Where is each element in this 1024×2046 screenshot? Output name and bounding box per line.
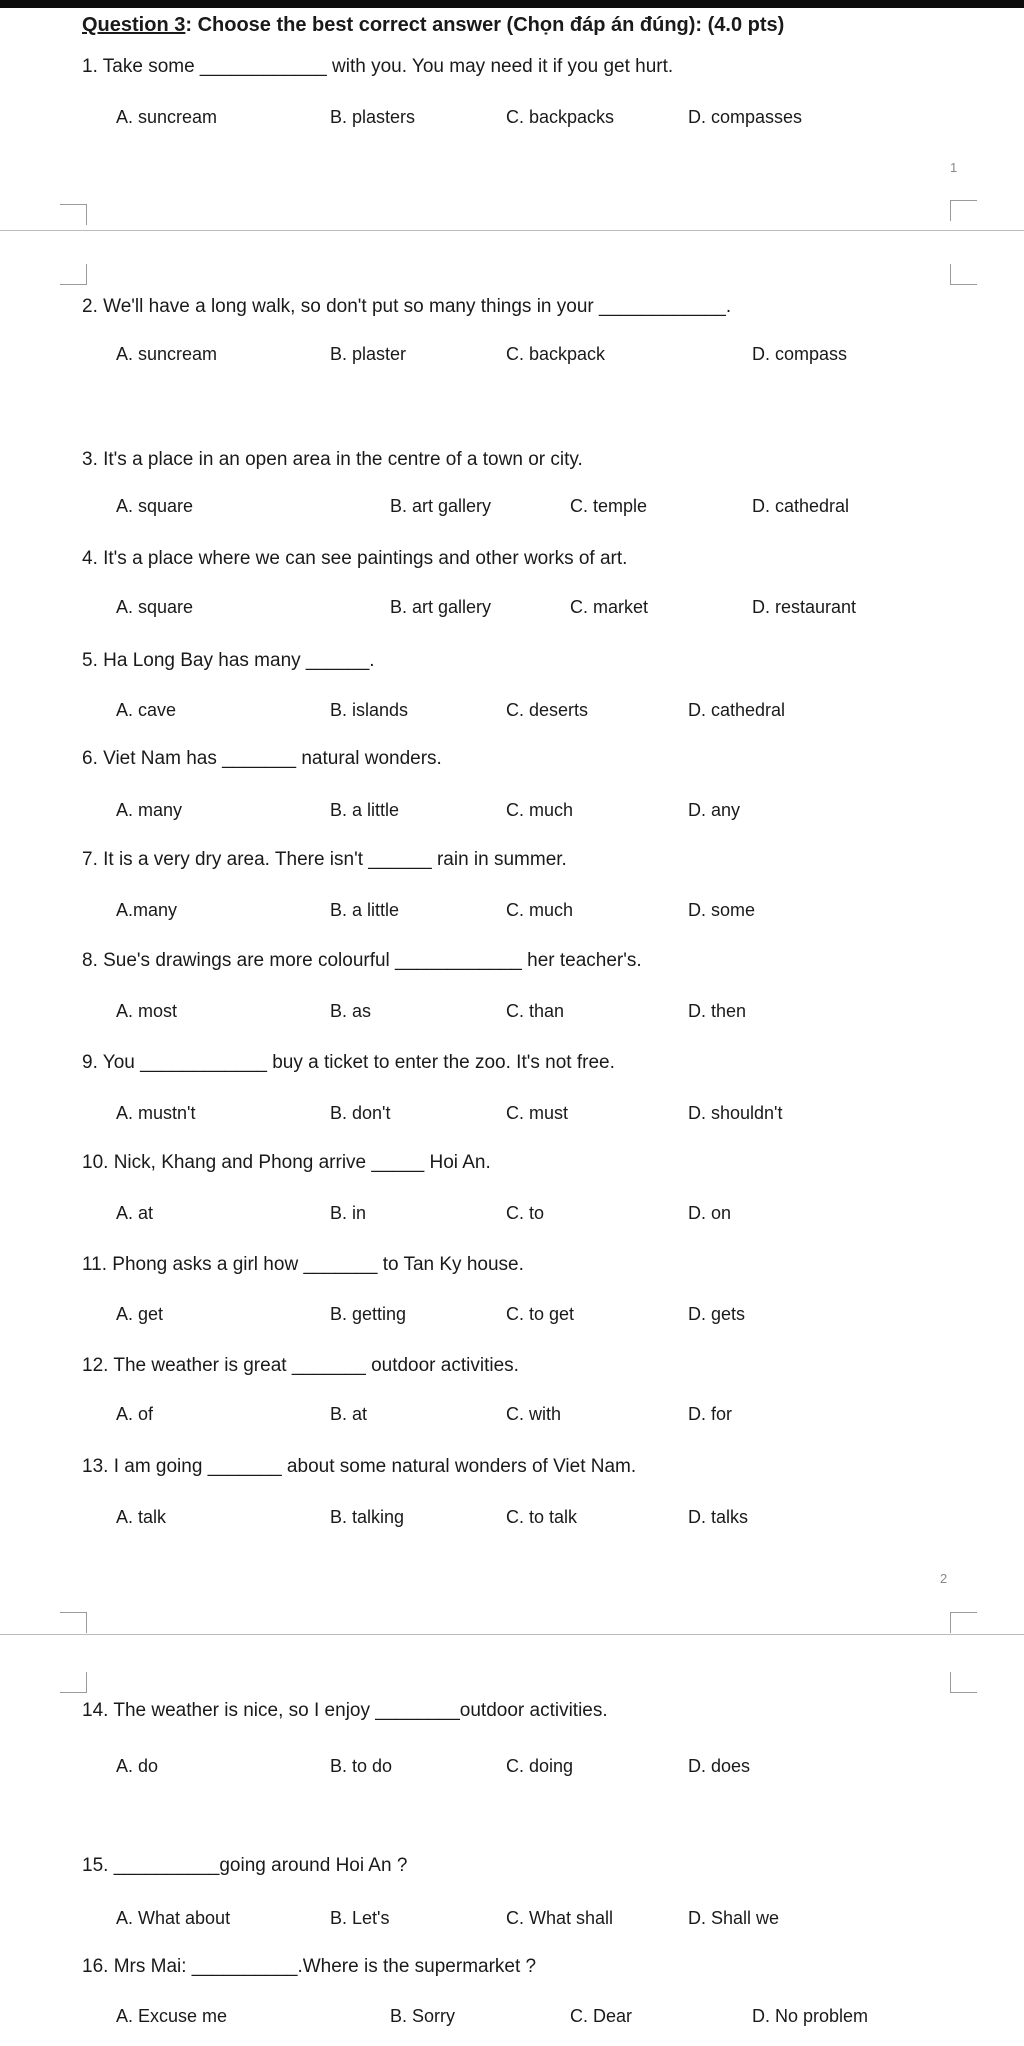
crop-mark	[60, 1612, 87, 1633]
question-stem: 12. The weather is great _______ outdoor activities.	[82, 1355, 519, 1376]
option-a[interactable]: A. square	[116, 597, 194, 617]
option-c[interactable]: C. than	[506, 1001, 565, 1021]
question-stem: 11. Phong asks a girl how _______ to Tan Ky house.	[82, 1254, 524, 1275]
option-d[interactable]: D. then	[688, 1001, 747, 1021]
page-divider	[0, 230, 1024, 231]
option-c[interactable]: C. much	[506, 800, 574, 820]
option-d[interactable]: D. cathedral	[688, 700, 786, 720]
option-c[interactable]: C. with	[506, 1404, 562, 1424]
question-stem: 10. Nick, Khang and Phong arrive _____ Hoi An.	[82, 1152, 491, 1173]
option-a[interactable]: A. many	[116, 800, 183, 820]
crop-mark	[60, 204, 87, 225]
option-b[interactable]: B. art gallery	[390, 496, 492, 516]
question-stem: 3. It's a place in an open area in the centre of a town or city.	[82, 449, 583, 470]
option-a[interactable]: A. talk	[116, 1507, 167, 1527]
option-b[interactable]: B. as	[330, 1001, 372, 1021]
section-title: Question 3: Choose the best correct answer (Chọn đáp án đúng): (4.0 pts)	[82, 14, 785, 36]
crop-mark	[950, 200, 977, 221]
option-c[interactable]: C. What shall	[506, 1908, 614, 1928]
option-b[interactable]: B. islands	[330, 700, 409, 720]
option-d[interactable]: D. Shall we	[688, 1908, 780, 1928]
option-d[interactable]: D. shouldn't	[688, 1103, 783, 1123]
option-b[interactable]: B. in	[330, 1203, 367, 1223]
option-c[interactable]: C. doing	[506, 1756, 574, 1776]
option-a[interactable]: A. of	[116, 1404, 154, 1424]
option-b[interactable]: B. Sorry	[390, 2006, 456, 2026]
question-stem: 16. Mrs Mai: __________.Where is the supermarket ?	[82, 1956, 537, 1977]
option-c[interactable]: C. must	[506, 1103, 569, 1123]
option-a[interactable]: A. most	[116, 1001, 178, 1021]
option-b[interactable]: B. getting	[330, 1304, 407, 1324]
question-stem: 15. __________going around Hoi An ?	[82, 1855, 408, 1876]
option-a[interactable]: A. square	[116, 496, 194, 516]
top-edge	[0, 0, 1024, 8]
option-b[interactable]: B. at	[330, 1404, 368, 1424]
option-c[interactable]: C. market	[570, 597, 649, 617]
option-c[interactable]: C. much	[506, 900, 574, 920]
option-c[interactable]: C. temple	[570, 496, 648, 516]
option-c[interactable]: C. to	[506, 1203, 545, 1223]
question-stem: 9. You ____________ buy a ticket to enter the zoo. It's not free.	[82, 1052, 615, 1073]
option-d[interactable]: D. compass	[752, 344, 848, 364]
option-b[interactable]: B. Let's	[330, 1908, 390, 1928]
page-number: 2	[940, 1571, 948, 1586]
option-b[interactable]: B. plaster	[330, 344, 407, 364]
question-stem: 7. It is a very dry area. There isn't ______ rain in summer.	[82, 849, 567, 870]
option-b[interactable]: B. talking	[330, 1507, 405, 1527]
option-d[interactable]: D. compasses	[688, 107, 803, 127]
question-stem: 6. Viet Nam has _______ natural wonders.	[82, 748, 442, 769]
crop-mark	[60, 264, 87, 285]
option-b[interactable]: B. to do	[330, 1756, 393, 1776]
option-c[interactable]: C. to get	[506, 1304, 575, 1324]
option-d[interactable]: D. some	[688, 900, 756, 920]
option-c[interactable]: C. to talk	[506, 1507, 578, 1527]
question-stem: 8. Sue's drawings are more colourful ____________ her teacher's.	[82, 950, 642, 971]
option-a[interactable]: A. Excuse me	[116, 2006, 228, 2026]
crop-mark	[60, 1672, 87, 1693]
question-stem: 2. We'll have a long walk, so don't put so many things in your ____________.	[82, 296, 732, 317]
crop-mark	[950, 264, 977, 285]
option-b[interactable]: B. don't	[330, 1103, 391, 1123]
crop-mark	[950, 1612, 977, 1633]
question-stem: 5. Ha Long Bay has many ______.	[82, 650, 375, 671]
crop-mark	[950, 1672, 977, 1693]
option-b[interactable]: B. a little	[330, 800, 400, 820]
option-b[interactable]: B. art gallery	[390, 597, 492, 617]
option-c[interactable]: C. Dear	[570, 2006, 633, 2026]
option-a[interactable]: A. get	[116, 1304, 164, 1324]
option-a[interactable]: A. do	[116, 1756, 159, 1776]
option-d[interactable]: D. cathedral	[752, 496, 850, 516]
option-a[interactable]: A. suncream	[116, 107, 218, 127]
option-d[interactable]: D. talks	[688, 1507, 749, 1527]
option-b[interactable]: B. a little	[330, 900, 400, 920]
option-a[interactable]: A. suncream	[116, 344, 218, 364]
option-d[interactable]: D. any	[688, 800, 741, 820]
option-d[interactable]: D. on	[688, 1203, 732, 1223]
option-a[interactable]: A. at	[116, 1203, 154, 1223]
option-a[interactable]: A.many	[116, 900, 178, 920]
page-divider	[0, 1634, 1024, 1635]
option-c[interactable]: C. backpacks	[506, 107, 615, 127]
option-d[interactable]: D. for	[688, 1404, 733, 1424]
option-a[interactable]: A. What about	[116, 1908, 231, 1928]
question-stem: 4. It's a place where we can see paintings and other works of art.	[82, 548, 628, 569]
option-d[interactable]: D. does	[688, 1756, 751, 1776]
option-b[interactable]: B. plasters	[330, 107, 416, 127]
question-stem: 14. The weather is nice, so I enjoy ________outdoor activities.	[82, 1700, 608, 1721]
question-stem: 1. Take some ____________ with you. You may need it if you get hurt.	[82, 56, 674, 77]
page-number: 1	[950, 160, 958, 175]
option-a[interactable]: A. mustn't	[116, 1103, 196, 1123]
option-a[interactable]: A. cave	[116, 700, 177, 720]
question-stem: 13. I am going _______ about some natural wonders of Viet Nam.	[82, 1456, 637, 1477]
option-c[interactable]: C. deserts	[506, 700, 589, 720]
option-c[interactable]: C. backpack	[506, 344, 606, 364]
option-d[interactable]: D. No problem	[752, 2006, 869, 2026]
option-d[interactable]: D. restaurant	[752, 597, 857, 617]
option-d[interactable]: D. gets	[688, 1304, 746, 1324]
